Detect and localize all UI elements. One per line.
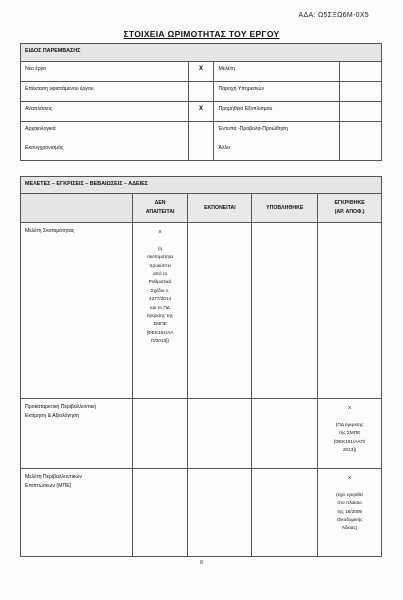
study-label-text: Προκαταρκτική Περιβαλλοντική Εκτίμηση & Αξιολόγηση (25, 404, 97, 419)
column-header-submitted (252, 194, 318, 223)
study-label-text: Μελέτη Σκοπιμότητας (25, 228, 75, 234)
not-required-cell (132, 399, 188, 469)
approved-cell (318, 399, 382, 469)
intervention-option-label: Νέο έργο (21, 62, 189, 82)
intervention-option-label: Μελέτη (214, 62, 340, 82)
submitted-cell (252, 469, 318, 557)
page-number: 8 (200, 560, 203, 566)
study-label (21, 399, 133, 469)
approved-cell (318, 469, 382, 557)
intervention-option-mark (188, 122, 214, 142)
submitted-cell (252, 223, 318, 399)
cell-text: X (ΠΔ έγκρισης της ΣΜΠΕ [ΦΕΚ161/ΑΑΠ/ 2013]) (333, 405, 366, 453)
cell-text: X (έχει εγκριθεί στο πλαίσιο της 16/2009 Οικοδομικής Άδειας) (336, 475, 363, 531)
table-row (21, 469, 382, 557)
approved-cell (318, 223, 382, 399)
column-header-not-required (132, 194, 188, 223)
table-row (21, 102, 382, 122)
intervention-option-mark (340, 82, 382, 102)
in-progress-cell (188, 469, 252, 557)
study-label (21, 469, 133, 557)
column-header-label: ΕΓΚΡΙΘΗΚΕ (ΑΡ. ΑΠΟΦ.) (334, 200, 365, 215)
intervention-option-label: Άλλο (214, 141, 340, 161)
not-required-cell (132, 223, 188, 399)
ada-code: ΑΔΑ: Ω5ΣΞΩ6Μ-0Χ5 (298, 12, 369, 19)
studies-approvals-table (20, 176, 382, 557)
study-label-text: Μελέτη Περιβαλλοντικών Επιπτώσεων (ΜΠΕ) (25, 474, 83, 489)
intervention-option-mark: X (188, 102, 214, 122)
intervention-option-label: Προμήθεια Εξοπλισμού (214, 102, 340, 122)
column-header-blank (21, 194, 133, 223)
intervention-type-table (20, 43, 382, 161)
table-row (21, 82, 382, 102)
table-row (21, 141, 382, 161)
intervention-option-mark (340, 141, 382, 161)
not-required-cell (132, 469, 188, 557)
column-header-label: ΕΚΠΟΝΕΙΤΑΙ (204, 204, 236, 211)
table-row (21, 223, 382, 399)
submitted-cell (252, 399, 318, 469)
intervention-option-label: Παροχή Υπηρεσιών (214, 82, 340, 102)
intervention-option-mark: X (188, 62, 214, 82)
in-progress-cell (188, 223, 252, 399)
intervention-option-label: Αρχαιολογικά (21, 122, 189, 142)
in-progress-cell (188, 399, 252, 469)
intervention-heading: ΕΙΔΟΣ ΠΑΡΕΜΒΑΣΗΣ (21, 44, 382, 62)
table-row (21, 62, 382, 82)
table-row (21, 122, 382, 142)
intervention-option-mark (188, 82, 214, 102)
intervention-option-label: Έντυπα -Προβολή-Προώθηση (214, 122, 340, 142)
page-title: ΣΤΟΙΧΕΙΑ ΩΡΙΜΟΤΗΤΑΣ ΤΟΥ ΕΡΓΟΥ (123, 29, 280, 39)
intervention-option-label: Εκσυγχρονισμός (21, 141, 189, 161)
intervention-option-mark (188, 141, 214, 161)
table-row (21, 399, 382, 469)
intervention-option-mark (340, 62, 382, 82)
intervention-option-mark (340, 122, 382, 142)
column-header-label: ΔΕΝ ΑΠΑΙΤΕΙΤΑΙ (145, 200, 175, 215)
cell-text: X (η σκοπιμότητα προκύπτει από το Ρυθμιστικό Σχέδιο ν. 4277/2014 και το ΠΔ έγκρισης της ΣΜΠΕ [ΦΕΚ161/ΑΑ Π/2013]) (146, 229, 174, 344)
column-header-in-progress (188, 194, 252, 223)
column-header-approved (318, 194, 382, 223)
studies-heading: ΜΕΛΕΤΕΣ – ΕΓΚΡΙΣΕΙΣ – ΒΕΒΑΙΩΣΕΙΣ – ΑΔΕΙΕΣ (21, 177, 382, 194)
study-label (21, 223, 133, 399)
intervention-option-mark (340, 102, 382, 122)
column-header-label: ΥΠΟΒΛΗΘΗΚΕ (266, 204, 304, 211)
intervention-option-label: Αναπλάσεις (21, 102, 189, 122)
intervention-option-label: Επέκταση υφιστάμενου έργου (21, 82, 189, 102)
